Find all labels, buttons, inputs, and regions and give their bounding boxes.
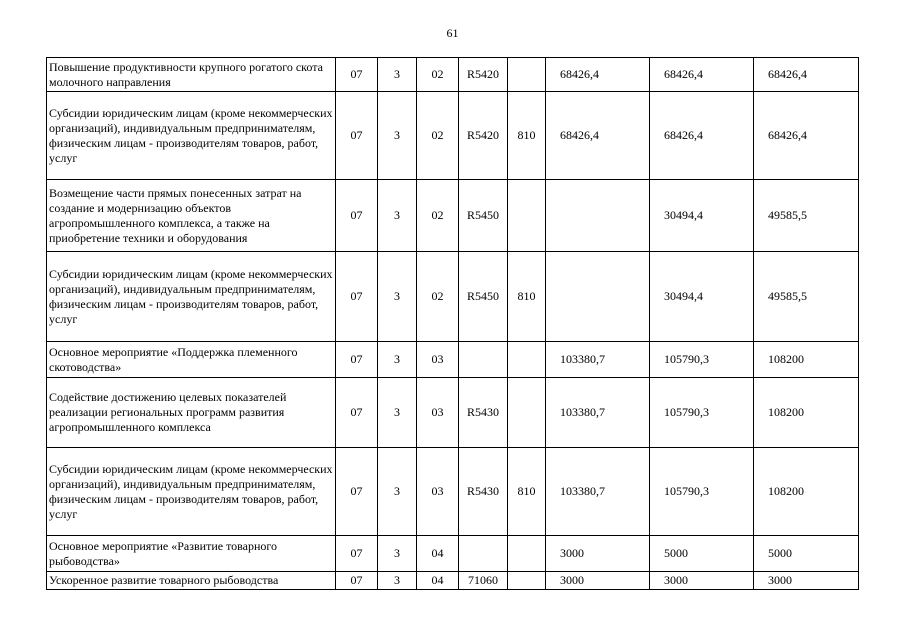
- amount-year1-cell: 103380,7: [546, 448, 650, 536]
- amount-year1-cell: 103380,7: [546, 378, 650, 448]
- row-name-cell: Субсидии юридическим лицам (кроме некоммерческих организаций), индивидуальным предпринимателям, физическим лицам - производителям товаров, работ, услуг: [47, 92, 336, 180]
- expense-type-cell: [508, 342, 546, 378]
- subprogram-code-cell: 02: [417, 92, 459, 180]
- amount-year1-cell: 103380,7: [546, 342, 650, 378]
- target-article-cell: R5430: [459, 378, 508, 448]
- target-article-cell: R5450: [459, 252, 508, 342]
- amount-year2-cell: 30494,4: [650, 180, 754, 252]
- amount-year3-cell: 108200: [754, 448, 859, 536]
- amount-year2-cell: 5000: [650, 536, 754, 572]
- section-code-cell: 07: [336, 58, 378, 92]
- table-row: [47, 378, 859, 448]
- expense-type-cell: 810: [508, 92, 546, 180]
- section-code-cell: 07: [336, 378, 378, 448]
- subprogram-code-cell: 02: [417, 180, 459, 252]
- table-row: [47, 536, 859, 572]
- section-code-cell: 07: [336, 536, 378, 572]
- amount-year1-cell: 3000: [546, 536, 650, 572]
- section-code-cell: 07: [336, 92, 378, 180]
- program-code-cell: 3: [378, 536, 417, 572]
- program-code-cell: 3: [378, 572, 417, 590]
- target-article-cell: [459, 342, 508, 378]
- subprogram-code-cell: 03: [417, 342, 459, 378]
- amount-year3-cell: 68426,4: [754, 92, 859, 180]
- row-name-cell: Ускоренное развитие товарного рыбоводства: [47, 572, 336, 590]
- table-row: [47, 180, 859, 252]
- amount-year3-cell: 108200: [754, 342, 859, 378]
- amount-year3-cell: 5000: [754, 536, 859, 572]
- program-code-cell: 3: [378, 252, 417, 342]
- amount-year3-cell: 49585,5: [754, 180, 859, 252]
- row-name-cell: Содействие достижению целевых показателей реализации региональных программ развития агропромышленного комплекса: [47, 378, 336, 448]
- subprogram-code-cell: 03: [417, 378, 459, 448]
- page-number: 61: [446, 26, 459, 40]
- amount-year1-cell: 3000: [546, 572, 650, 590]
- row-name-cell: Субсидии юридическим лицам (кроме некоммерческих организаций), индивидуальным предпринимателям, физическим лицам - производителям товаров, работ, услуг: [47, 448, 336, 536]
- target-article-cell: 71060: [459, 572, 508, 590]
- subprogram-code-cell: 04: [417, 572, 459, 590]
- amount-year2-cell: 68426,4: [650, 92, 754, 180]
- target-article-cell: [459, 536, 508, 572]
- table-body: [47, 58, 859, 590]
- section-code-cell: 07: [336, 572, 378, 590]
- expense-type-cell: [508, 180, 546, 252]
- expense-type-cell: [508, 572, 546, 590]
- amount-year1-cell: [546, 180, 650, 252]
- target-article-cell: R5420: [459, 58, 508, 92]
- amount-year3-cell: 49585,5: [754, 252, 859, 342]
- program-code-cell: 3: [378, 342, 417, 378]
- program-code-cell: 3: [378, 92, 417, 180]
- section-code-cell: 07: [336, 180, 378, 252]
- expense-type-cell: 810: [508, 448, 546, 536]
- table-row: [47, 58, 859, 92]
- amount-year3-cell: 3000: [754, 572, 859, 590]
- table-row: [47, 448, 859, 536]
- row-name-cell: Основное мероприятие «Поддержка племенного скотоводства»: [47, 342, 336, 378]
- table-row: [47, 92, 859, 180]
- program-code-cell: 3: [378, 378, 417, 448]
- amount-year3-cell: 68426,4: [754, 58, 859, 92]
- amount-year2-cell: 3000: [650, 572, 754, 590]
- row-name-cell: Субсидии юридическим лицам (кроме некоммерческих организаций), индивидуальным предпринимателям, физическим лицам - производителям товаров, работ, услуг: [47, 252, 336, 342]
- amount-year1-cell: 68426,4: [546, 58, 650, 92]
- subprogram-code-cell: 03: [417, 448, 459, 536]
- subprogram-code-cell: 04: [417, 536, 459, 572]
- section-code-cell: 07: [336, 342, 378, 378]
- row-name-cell: Возмещение части прямых понесенных затрат на создание и модернизацию объектов агропромышленного комплекса, а также на приобретение техники и оборудования: [47, 180, 336, 252]
- amount-year2-cell: 105790,3: [650, 378, 754, 448]
- program-code-cell: 3: [378, 180, 417, 252]
- row-name-cell: Повышение продуктивности крупного рогатого скота молочного направления: [47, 58, 336, 92]
- amount-year2-cell: 105790,3: [650, 448, 754, 536]
- amount-year1-cell: [546, 252, 650, 342]
- amount-year3-cell: 108200: [754, 378, 859, 448]
- section-code-cell: 07: [336, 448, 378, 536]
- target-article-cell: R5420: [459, 92, 508, 180]
- target-article-cell: R5450: [459, 180, 508, 252]
- budget-table: [46, 57, 859, 590]
- table-row: [47, 252, 859, 342]
- section-code-cell: 07: [336, 252, 378, 342]
- subprogram-code-cell: 02: [417, 252, 459, 342]
- expense-type-cell: [508, 58, 546, 92]
- amount-year2-cell: 30494,4: [650, 252, 754, 342]
- program-code-cell: 3: [378, 58, 417, 92]
- amount-year1-cell: 68426,4: [546, 92, 650, 180]
- row-name-cell: Основное мероприятие «Развитие товарного рыбоводства»: [47, 536, 336, 572]
- amount-year2-cell: 68426,4: [650, 58, 754, 92]
- table-row: [47, 572, 859, 590]
- subprogram-code-cell: 02: [417, 58, 459, 92]
- table-row: [47, 342, 859, 378]
- program-code-cell: 3: [378, 448, 417, 536]
- expense-type-cell: [508, 536, 546, 572]
- expense-type-cell: 810: [508, 252, 546, 342]
- expense-type-cell: [508, 378, 546, 448]
- amount-year2-cell: 105790,3: [650, 342, 754, 378]
- target-article-cell: R5430: [459, 448, 508, 536]
